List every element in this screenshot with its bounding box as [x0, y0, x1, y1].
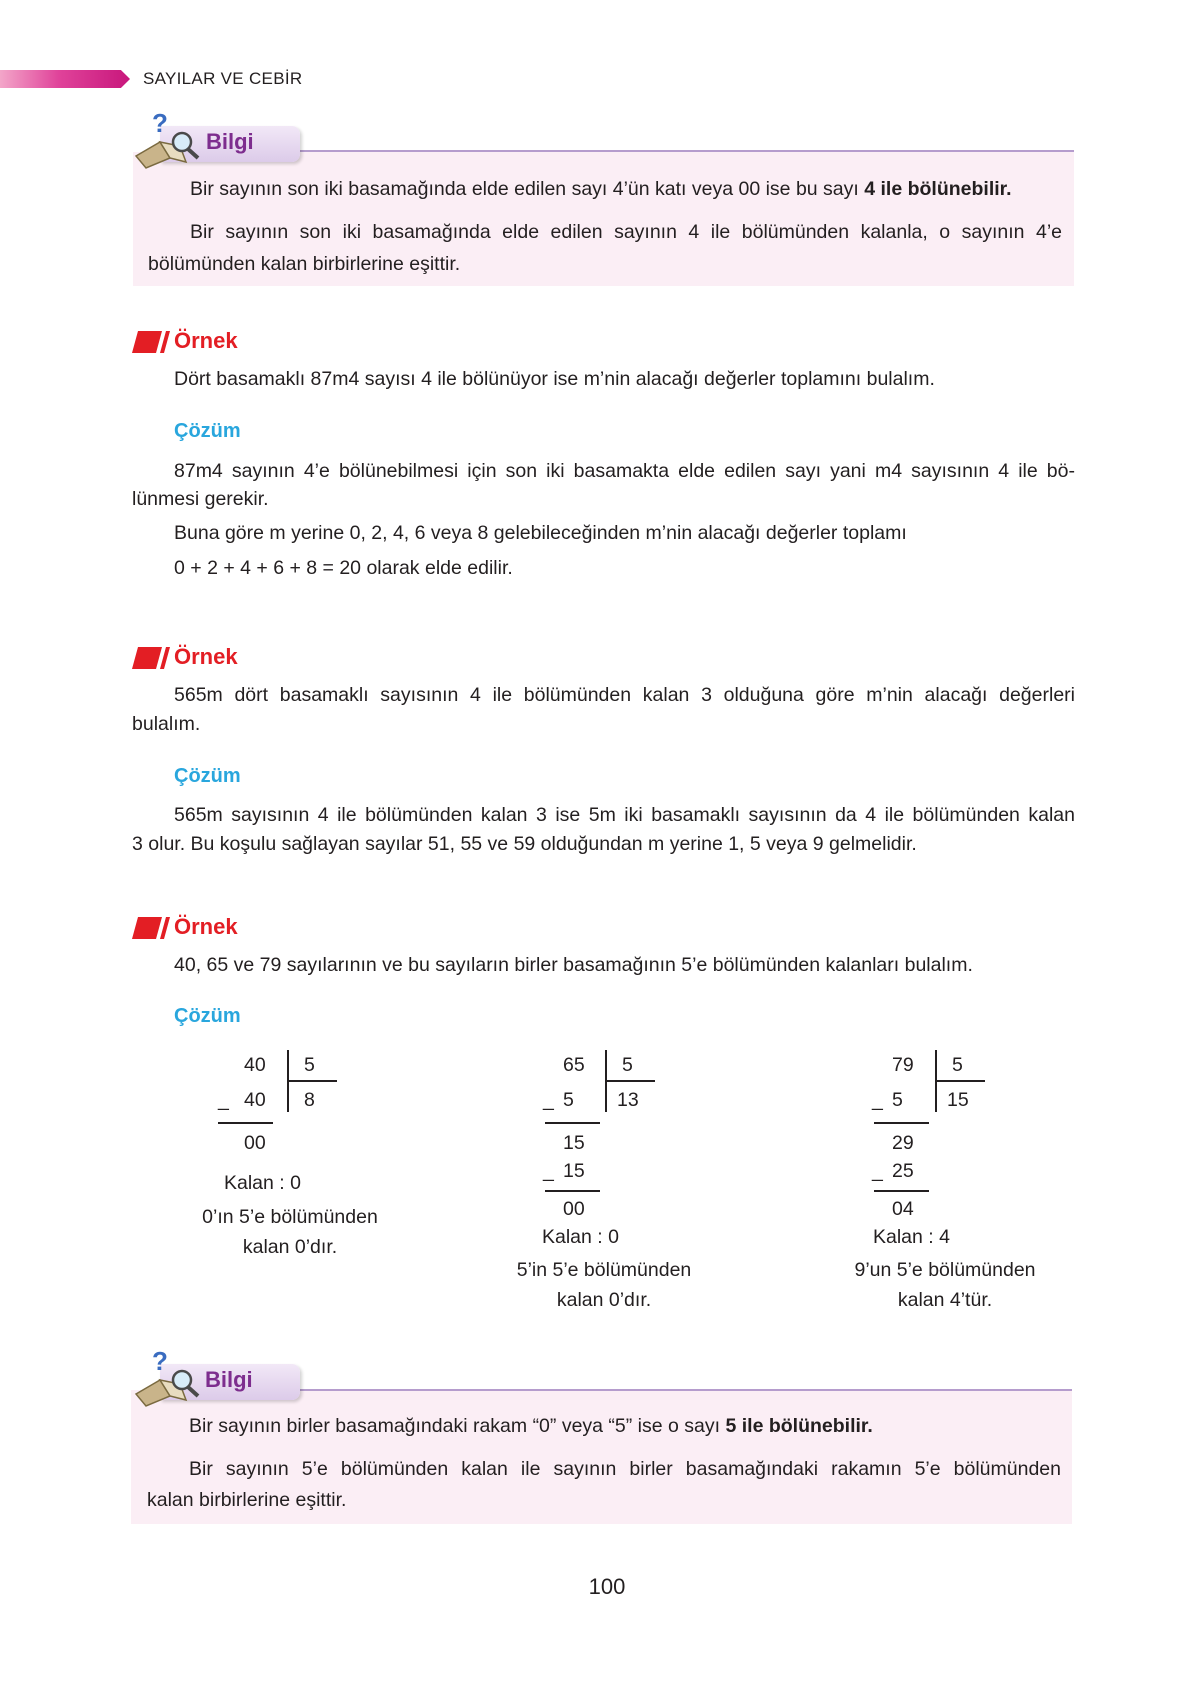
- example-icon: [132, 914, 174, 942]
- remainder: 00: [244, 1132, 266, 1154]
- solution-label: Çözüm: [174, 765, 241, 787]
- dividend: 40: [244, 1054, 266, 1076]
- division-note: kalan 0’dır.: [556, 1289, 652, 1311]
- info-text: Bir sayının son iki basamağında elde edilen sayının 4 ile bölümünden kalanla, o sayının 4’e: [190, 221, 1062, 243]
- header-accent-bar: [0, 70, 130, 88]
- section-title: SAYILAR VE CEBİR: [143, 69, 303, 88]
- subtraction-line: [218, 1122, 273, 1124]
- minus-sign: _: [872, 1089, 883, 1111]
- minus-sign: _: [218, 1089, 229, 1111]
- subtrahend: 5: [563, 1089, 574, 1111]
- solution-text: 565m sayısının 4 ile bölümünden kalan 3 ise 5m iki basamaklı sayısının da 4 ile bölümünden kalan: [174, 804, 1075, 826]
- example-label: Örnek: [174, 328, 238, 353]
- quotient: 8: [304, 1089, 315, 1111]
- svg-text:?: ?: [152, 1346, 168, 1376]
- dividend: 65: [563, 1054, 585, 1076]
- divisor-underline: [605, 1080, 655, 1082]
- divisor-underline: [935, 1080, 985, 1082]
- info-divider: [290, 1389, 1072, 1391]
- solution-text: Buna göre m yerine 0, 2, 4, 6 veya 8 gelebileceğinden m’nin alacağı değerler toplamı: [174, 522, 907, 544]
- info-text: Bir sayının 5’e bölümünden kalan ile sayının birler basamağındaki rakamın 5’e bölümünden: [189, 1458, 1061, 1480]
- quotient: 15: [947, 1089, 969, 1111]
- info-label: Bilgi: [205, 1367, 253, 1392]
- minus-sign: _: [872, 1160, 883, 1182]
- example-label: Örnek: [174, 644, 238, 669]
- example-text: 565m dört basamaklı sayısının 4 ile bölümünden kalan 3 olduğuna göre m’nin alacağı değerleri: [174, 684, 1075, 706]
- solution-text: 0 + 2 + 4 + 6 + 8 = 20 olarak elde edilir.: [174, 557, 513, 579]
- solution-label: Çözüm: [174, 1005, 241, 1027]
- partial-result: 15: [563, 1132, 585, 1154]
- example-text: bulalım.: [132, 713, 201, 735]
- info-label: Bilgi: [206, 129, 254, 154]
- quotient: 13: [617, 1089, 639, 1111]
- remainder-label: Kalan : 0: [224, 1172, 301, 1194]
- subtraction-line: [874, 1190, 929, 1192]
- minus-sign: _: [543, 1089, 554, 1111]
- solution-text: lünmesi gerekir.: [132, 488, 269, 510]
- divisor-underline: [287, 1080, 337, 1082]
- example-label: Örnek: [174, 914, 238, 939]
- info-rule-5: [189, 1411, 1069, 1441]
- subtraction-line: [545, 1122, 600, 1124]
- solution-label: Çözüm: [174, 420, 241, 442]
- division-note: 5’in 5’e bölümünden: [516, 1259, 692, 1281]
- division-note: kalan 4’tür.: [897, 1289, 993, 1311]
- info-bold-text: 4 ile bölünebilir.: [864, 178, 1012, 200]
- info-text: kalan birbirlerine eşittir.: [147, 1489, 347, 1511]
- divisor: 5: [304, 1054, 315, 1076]
- divisor: 5: [952, 1054, 963, 1076]
- example-text: Dört basamaklı 87m4 sayısı 4 ile bölünüyor ise m’nin alacağı değerler toplamını bulalım.: [174, 368, 935, 390]
- subtrahend: 25: [892, 1160, 914, 1182]
- solution-text: 3 olur. Bu koşulu sağlayan sayılar 51, 55 ve 59 olduğundan m yerine 1, 5 veya 9 gelmelidir.: [132, 833, 917, 855]
- book-magnifier-icon: [130, 1346, 202, 1408]
- remainder: 04: [892, 1198, 914, 1220]
- remainder-label: Kalan : 0: [542, 1226, 619, 1248]
- divisor: 5: [622, 1054, 633, 1076]
- info-text: Bir sayının son iki basamağında elde edilen sayı 4’ün katı veya 00 ise bu sayı: [190, 178, 859, 200]
- subtraction-line: [545, 1190, 600, 1192]
- subtrahend: 5: [892, 1089, 903, 1111]
- minus-sign: _: [543, 1160, 554, 1182]
- example-icon: [132, 644, 174, 672]
- svg-text:?: ?: [152, 108, 168, 138]
- book-magnifier-icon: [130, 108, 202, 170]
- partial-result: 29: [892, 1132, 914, 1154]
- remainder: 00: [563, 1198, 585, 1220]
- info-text: bölümünden kalan birbirlerine eşittir.: [148, 253, 461, 275]
- info-divider: [290, 150, 1074, 152]
- subtraction-line: [874, 1122, 929, 1124]
- remainder-label: Kalan : 4: [873, 1226, 950, 1248]
- page-number: 100: [588, 1574, 626, 1599]
- subtrahend: 15: [563, 1160, 585, 1182]
- division-note: kalan 0’dır.: [242, 1236, 338, 1258]
- example-text: 40, 65 ve 79 sayılarının ve bu sayıların birler basamağının 5’e bölümünden kalanları bulalım.: [174, 954, 973, 976]
- info-bold-text: 5 ile bölünebilir.: [725, 1415, 873, 1437]
- subtrahend: 40: [244, 1089, 266, 1111]
- example-icon: [132, 328, 174, 356]
- dividend: 79: [892, 1054, 914, 1076]
- solution-text: 87m4 sayının 4’e bölünebilmesi için son iki basamakta elde edilen sayı yani m4 sayısının 4 ile bö-: [174, 460, 1075, 482]
- info-rule-4: [190, 174, 1070, 204]
- division-note: 0’ın 5’e bölümünden: [202, 1206, 378, 1228]
- info-text: Bir sayının birler basamağındaki rakam “0” veya “5” ise o sayı: [189, 1415, 721, 1437]
- division-note: 9’un 5’e bölümünden: [854, 1259, 1036, 1281]
